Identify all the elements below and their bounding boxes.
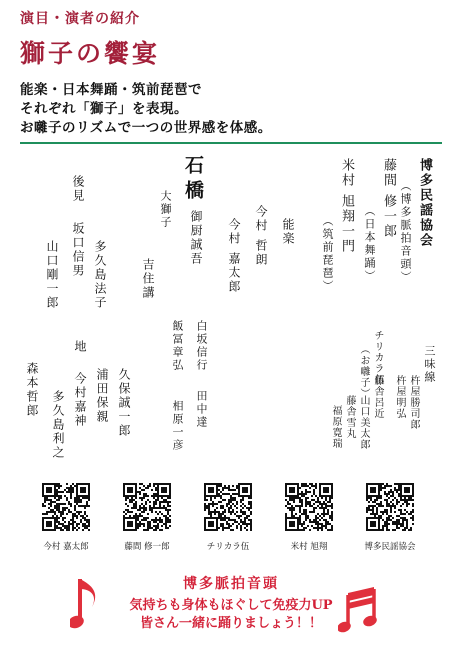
performer-ohayashi: （お囃子） [358,344,369,399]
divider-rule [20,142,442,144]
intro-line-3: お囃子のリズムで一つの世界感を体感。 [20,120,272,136]
qr-code-fujima[interactable] [123,483,171,535]
qr-code-icon [123,483,171,531]
qr-code-imamura[interactable] [42,483,90,535]
performer-chirikara: チリカラ伍 [372,330,383,385]
performer-fujima-sub: （日本舞踊） [363,205,376,283]
performer-tanaka: 田中達 [195,390,208,429]
qr-code-icon [42,483,90,531]
qr-code-icon [204,483,252,531]
page-title: 獅子の饗宴 [20,39,161,68]
performer-aihara: 相原一彦 [171,400,184,452]
performer-shakkyo: 石橋 [182,155,204,205]
performer-noh: 能楽 [281,218,295,246]
performer-shamisen: 三味線 [423,345,436,384]
qr-label: 藤間 修一郎 [124,542,170,552]
performer-sakaguchi: 坂口信男 [71,222,85,278]
qr-code-icon [366,483,414,531]
qr-code-hakata[interactable] [366,483,414,535]
performer-morimoto: 森本哲郎 [25,362,39,418]
performer-hakata-sub: （博多脈拍音頭） [399,180,412,284]
performer-yoshizumi: 吉住講 [141,258,155,300]
performer-ji: 地 [73,340,87,354]
banner-title: 博多脈拍音頭 [183,576,279,592]
performer-kosho: 後見 [71,175,85,203]
performer-meika: 杵屋明弘 [394,375,405,419]
performer-fujisha-yukimaru: 藤舎雪丸 [344,395,355,439]
qr-label: 博多民謡協会 [364,542,416,552]
performer-takushima-toshiyuki: 多久島利之 [51,390,65,460]
qr-label: 今村 嘉太郎 [43,542,89,552]
qr-code-icon [285,483,333,531]
performer-imamura-kashin: 今村嘉神 [73,372,87,428]
performer-yamaguchi-mitaro: 山口美太郎 [358,395,369,450]
qr-label: 米村 旭翔 [290,542,328,552]
performer-yonemura-sub: （筑前琵琶） [321,215,334,293]
performer-iitomi: 飯冨章弘 [171,320,184,372]
performer-fukuhara: 福原寛瑞 [330,405,341,449]
performer-hakata-group: 博多民謡協会 [417,158,432,248]
performer-yamaguchi: 山口剛一郎 [45,240,59,310]
section-label: 演目・演者の紹介 [20,11,140,27]
performer-takushima-noriko: 多久島法子 [93,240,107,310]
performer-uragami: 浦田保親 [95,368,109,424]
banner-line-1: 気持ちも身体もほぐして免疫力UP [129,598,333,613]
performer-oojishi: 大獅子 [159,190,172,229]
intro-line-2: それぞれ「獅子」を表現。 [20,101,188,117]
qr-code-yonemura[interactable] [285,483,333,535]
intro-line-1: 能楽・日本舞踊・筑前琵琶で [20,82,202,98]
performer-kineya: 杵屋勝司郎 [408,375,419,430]
performer-shirasaka: 白坂信行 [195,320,208,372]
qr-label: チリカラ伍 [206,542,250,552]
performer-fujisha: 藤舎呂近 [372,375,383,419]
performer-kubo: 久保誠一郎 [117,368,131,438]
performer-imamura1: 今村 哲朗 [254,205,268,267]
performer-imamura2: 今村 嘉太郎 [227,218,241,294]
banner-line-2: 皆さん一緒に踊りましょう！！ [139,616,322,631]
performer-yonemura: 米村 旭翔一門 [339,158,354,255]
qr-code-chirikara[interactable] [204,483,252,535]
performer-mikuriya: 御厨誠吾 [189,210,203,266]
performer-fujima: 藤間 修一郎 [381,158,396,240]
